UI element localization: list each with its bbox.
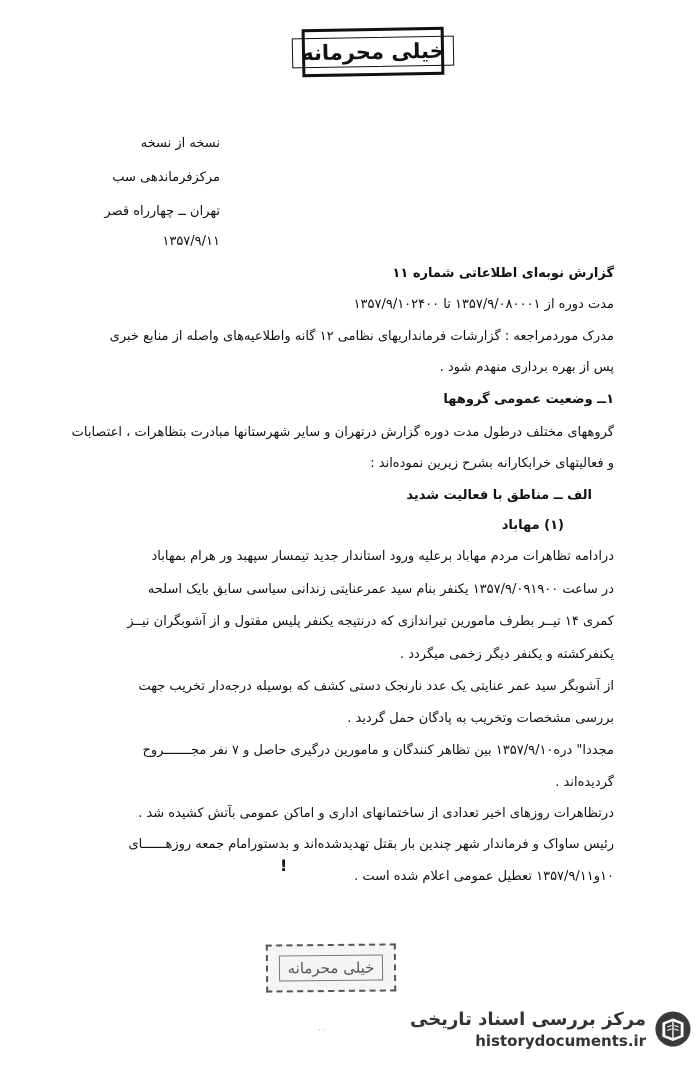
archive-watermark <box>410 1000 692 1058</box>
report-title: گزارش نوبه‌ای اطلاعاتی شماره ۱۱ <box>392 266 614 281</box>
header-date: ۱۳۵۷/۹/۱۱ <box>162 234 220 249</box>
watermark-text <box>410 1009 646 1050</box>
report-reference: مدرک موردمراجعه : گزارشات فرمانداریهای نظامی ۱۲ گانه واطلاعیه‌های واصله از منابع خبری <box>109 329 614 344</box>
paragraph-line: بررسی مشخصات وتخریب به پادگان حمل گردید . <box>347 711 614 726</box>
archive-logo-icon <box>654 1002 692 1056</box>
section1-paragraph-line: و فعالیتهای خرابکارانه بشرح زیرین نموده‌اند : <box>370 456 614 471</box>
watermark-name: مرکز بررسی اسناد تاریخی <box>410 1008 647 1030</box>
section1-paragraph-line: گروههای مختلف درطول مدت دوره گزارش درتهران و سایر شهرستانها مبادرت بتظاهرات ، اعتصابات <box>71 425 614 440</box>
scan-specks: · · <box>318 1026 326 1035</box>
paragraph-line: ۱۰و۱۳۵۷/۹/۱۱ تعطیل عمومی اعلام شده است . <box>354 869 614 884</box>
paragraph-line: مجددا" دره۱۳۵۷/۹/۱۰ بین تظاهر کنندگان و مامورین درگیری حاصل و ۷ نفر مجـــــــروح <box>142 743 614 758</box>
classification-stamp-text: خیلی محرمانه <box>278 955 383 982</box>
classification-stamp-bottom <box>266 943 396 992</box>
paragraph-line: از آشوبگر سید عمر عنایتی یک عدد نارنجک دستی کشف که بوسیله درجه‌دار تخریب جهت <box>138 679 614 694</box>
paragraph-line: درادامه تظاهرات مردم مهاباد برعلیه ورود استاندار جدید تیمسار سپهبد ور هرام بمهاباد <box>151 549 614 564</box>
paragraph-line: درتظاهرات روزهای اخیر تعدادی از ساختمانهای اداری و اماکن عمومی بآتش کشیده شد . <box>138 806 614 821</box>
paragraph-line: در ساعت ۱۳۵۷/۹/۰۹۱۹۰۰ یکنفر بنام سید عمرعنایتی زندانی سیاسی سابق بایک اسلحه <box>147 582 614 597</box>
paragraph-line: کمری ۱۴ تیــر بطرف مامورین تیراندازی که درنتیجه یکنفر پلیس مقتول و از آشوبگران نیــز <box>127 614 614 629</box>
destroy-note: پس از بهره برداری منهدم شود . <box>439 360 614 375</box>
classification-stamp-top <box>302 27 445 77</box>
letter-header <box>60 130 220 250</box>
classification-stamp-text: خیلی محرمانه <box>292 36 454 69</box>
report-period: مدت دوره از ۱۳۵۷/۹/۰۸۰۰۰۱ تا ۱۳۵۷/۹/۱۰۲۴۰۰ <box>353 297 614 312</box>
handwritten-mark: ! <box>280 856 288 875</box>
copy-number: نسخه از نسخه <box>140 136 220 151</box>
paragraph-line: یکنفرکشته و یکنفر دیگر زخمی میگردد . <box>399 647 614 662</box>
paragraph-line: رئیس ساواک و فرماندار شهر چندین بار بقتل تهدیدشده‌اند و بدستورامام جمعه روزهــــــای <box>128 837 614 852</box>
watermark-url: historydocuments.ir <box>475 1031 647 1050</box>
paragraph-line: گردیده‌اند . <box>555 775 614 790</box>
address: تهران ــ چهارراه قصر <box>104 204 220 219</box>
recipient: مرکزفرماندهی سب <box>112 170 220 185</box>
subsection-mahabad-title: (۱) مهاباد <box>501 518 564 533</box>
section1-title: ۱ــ وضعیت عمومی گروهها <box>443 392 614 407</box>
subsection-a-title: الف ــ مناطق با فعالیت شدید <box>406 488 592 503</box>
